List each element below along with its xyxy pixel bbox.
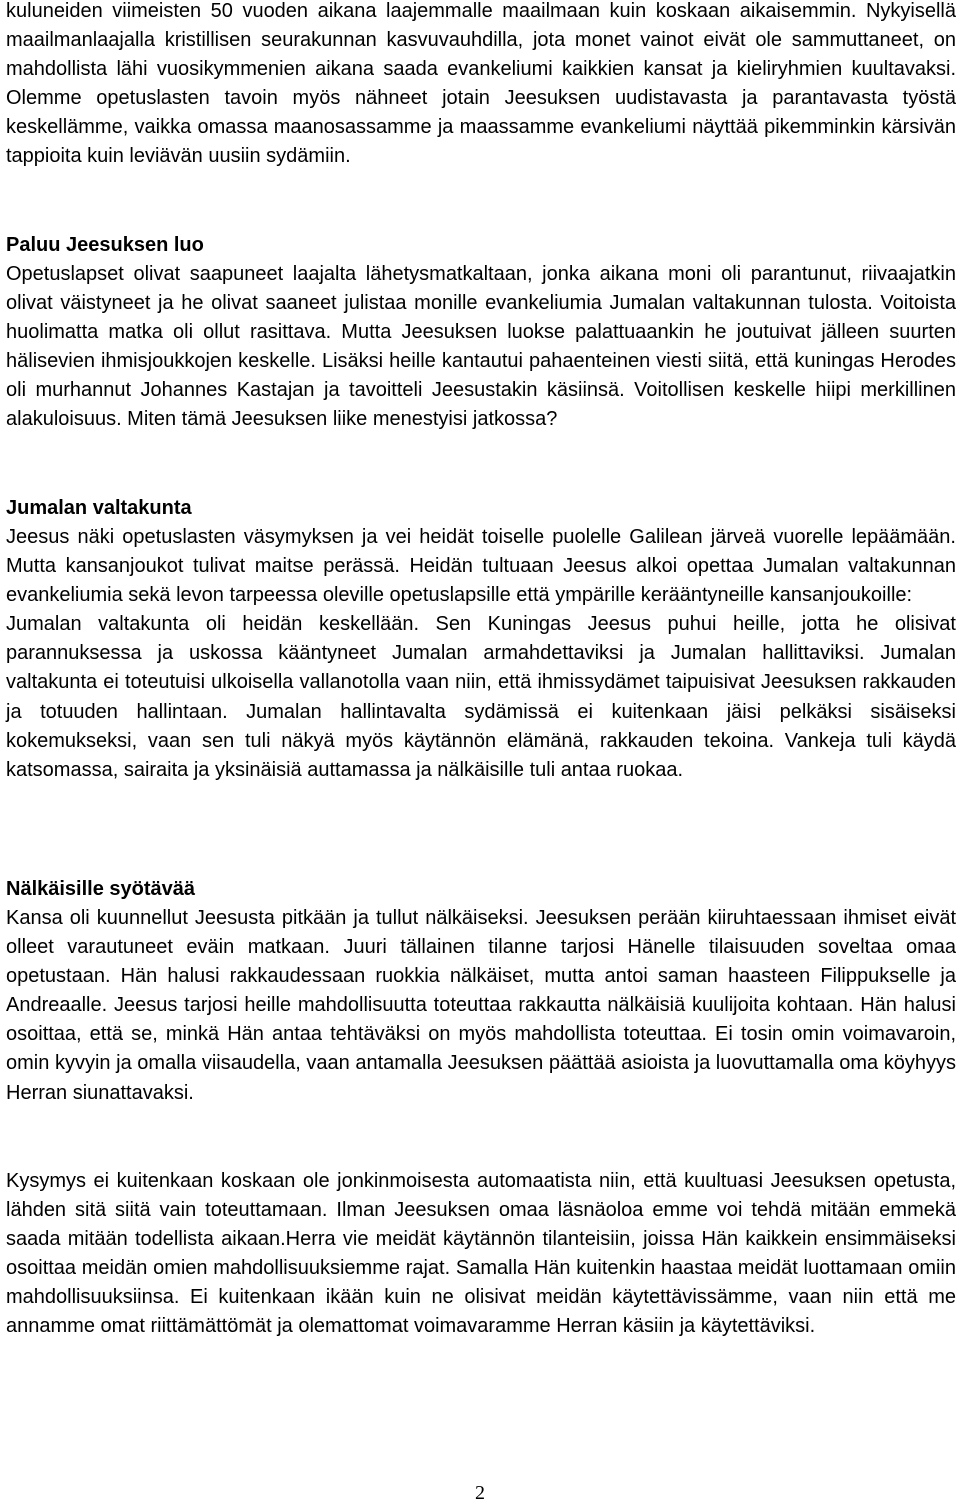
section-heading: Nälkäisille syötävää <box>6 878 196 900</box>
page-number: 2 <box>475 1482 485 1504</box>
closing-paragraph: Kysymys ei kuitenkaan koskaan ole jonkinmoisesta automaatista niin, että kuultuasi Jeesuksen opetusta, lähden sitä siitä vain toteuttamaan. Ilman Jeesuksen omaa läsnäoloa emme voi tehdä mitään emmekä saada mitään todellista aikaan.Herra vie meidät käytännön tilanteisiin, joissa Hän kaikkein ensimmäiseksi osoittaa meidän omien mahdollisuuksiemme rajat. Samalla Hän kuitenkin haastaa meidät luottamaan omiin mahdollisuuksiinsa. Ei kuitenkaan ikään kuin ne olisivat meidän käytettävissämme, vaan niin että me annamme omat riittämättömät ja olemattomat voimavaramme Herran käsiin ja käytettäviksi. <box>6 1170 956 1338</box>
section-heading: Jumalan valtakunta <box>6 497 192 519</box>
section-paragraph: Jumalan valtakunta oli heidän keskellään. Sen Kuningas Jeesus puhui heille, jotta he olisivat parannuksessa ja uskossa kääntyneet Jumalan armahdettaviksi ja Jumalan hallittaviksi. Jumalan valtakunta ei toteutuisi ulkoisella vallanotolla vaan niin, että ihmissydämet taipuisivat Jeesuksen rakkauden ja totuuden hallintaan. Jumalan hallintavalta sydämissä ei kuitenkaan jäisi pelkäksi sisäiseksi kokemukseksi, vaan sen tuli näkyä myös käytännön elämänä, rakkauden tekoina. Vankeja tuli käydä katsomassa, sairaita ja yksinäisiä auttamassa ja nälkäisille tuli antaa ruokaa. <box>6 613 956 781</box>
intro-paragraph: kuluneiden viimeisten 50 vuoden aikana laajemmalle maailmaan kuin koskaan aikaisemmin. Nykyisellä maailmanlaajalla kristillisen seurakunnan kasvuvauhdilla, jota monet vainot eivät ole sammuttaneet, on mahdollista lähi vuosikymmenien aikana saada evankeliumi kaikkien kansat ja kieliryhmien kuultavaksi. Olemme opetuslasten tavoin myös nähneet jotain Jeesuksen uudistavasta ja parantavasta työstä keskellämme, vaikka omassa maanosassamme ja maassamme evankeliumi näyttää pikemminkin kärsivän tappioita kuin leviävän uusiin sydämiin. <box>6 0 956 168</box>
section-paragraph: Kansa oli kuunnellut Jeesusta pitkään ja tullut nälkäiseksi. Jeesuksen perään kiiruhtaessaan ihmiset eivät olleet varautuneet eväin matkaan. Juuri tällainen tilanne tarjosi Hänelle tilaisuuden soveltaa omaa opetustaan. Hän halusi rakkaudessaan ruokkia nälkäiset, mutta antoi saman haasteen Filippukselle ja Andreaalle. Jeesus tarjosi heille mahdollisuutta toteuttaa rakkautta nälkäisiä kuulijoita kohtaan. Hän halusi osoittaa, että se, minkä Hän antaa tehtäväksi on myös mahdollista toteuttaa. Ei tosin omin voimavaroin, omin kyvyin ja omalla viisaudella, vaan antamalla Jeesuksen päättää asioista ja luovuttamalla oma köyhyys Herran siunattavaksi. <box>6 907 956 1104</box>
section-body <box>6 523 956 785</box>
section-paragraph: Jeesus näki opetuslasten väsymyksen ja vei heidät toiselle puolelle Galilean järveä vuorelle lepäämään. Mutta kansanjoukot tulivat maitse perässä. Heidän tultuaan Jeesus alkoi opettaa Jumalan valtakunnan evankeliumia sekä levon tarpeessa oleville opetuslapsille että ympärille kerääntyneille kansanjoukoille: <box>6 526 956 607</box>
section-paragraph: Opetuslapset olivat saapuneet laajalta lähetysmatkaltaan, jonka aikana moni oli parantunut, riivaajatkin olivat väistyneet ja he olivat saaneet julistaa monille evankeliumia Jumalan valtakunnan tulosta. Voitoista huolimatta matka oli ollut rasittava. Mutta Jeesuksen luokse palattuaankin he joutuivat jälleen suurten hälisevien ihmisjoukkojen keskelle. Lisäksi heille kantautui pahaenteinen viesti siitä, että kuningas Herodes oli murhannut Johannes Kastajan ja tavoitteli Jeesustakin käsiinsä. Voitollisen keskelle hiipi merkillinen alakuloisuus. Miten tämä Jeesuksen liike menestyisi jatkossa? <box>6 263 956 431</box>
section-heading: Paluu Jeesuksen luo <box>6 234 204 256</box>
